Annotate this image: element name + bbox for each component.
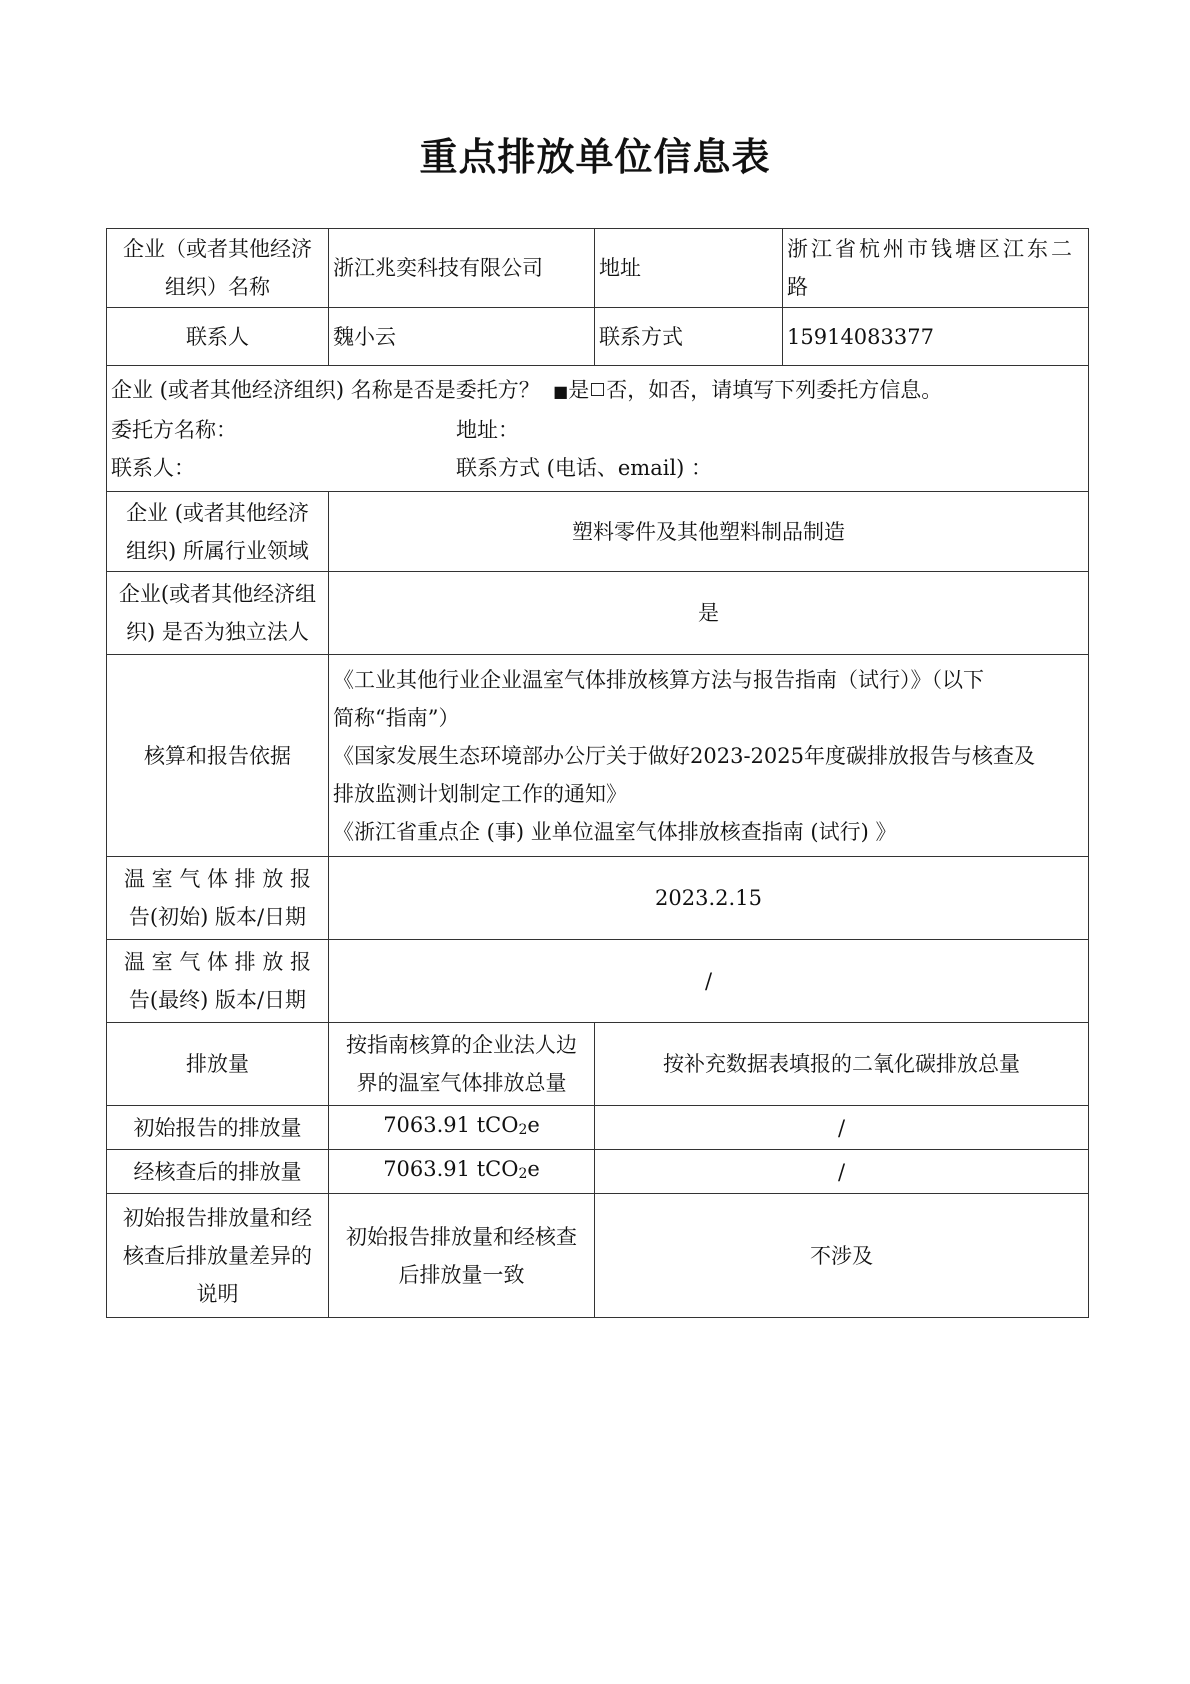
- row-difference: [107, 1194, 1089, 1318]
- basis-line: 《浙江省重点企 (事) 业单位温室气体排放核查指南 (试行) 》: [333, 819, 897, 844]
- row-emissions-header: [107, 1023, 1089, 1106]
- difference-line: 初始报告排放量和经核查: [346, 1224, 577, 1249]
- label-line: 初始报告排放量和经: [123, 1205, 312, 1230]
- principal-phone-label: 联系方式 (电话、email) ：: [456, 455, 713, 480]
- row-verified-emissions: [107, 1150, 1089, 1194]
- phone-value: 15914083377: [783, 308, 1089, 366]
- checkbox-no-empty-icon: [591, 383, 604, 396]
- row-initial-version: [107, 857, 1089, 940]
- address-value: 浙江省杭州市钱塘区江东二路: [783, 229, 1089, 308]
- row-enterprise-name: [107, 229, 1089, 308]
- initial-version-label: [107, 857, 329, 940]
- emissions-label: 排放量: [107, 1023, 329, 1106]
- label-line: 企业（或者其他经济: [123, 237, 312, 261]
- emission-number: 7063.91 tCO: [383, 1113, 519, 1137]
- principal-name-line: [111, 411, 1084, 449]
- principal-address-label: 地址：: [456, 417, 519, 442]
- row-contact: [107, 308, 1089, 366]
- row-legal-person: [107, 572, 1089, 655]
- emissions-col1-header: [329, 1023, 595, 1106]
- row-principal: [107, 366, 1089, 492]
- emission-subscript: 2: [518, 1122, 528, 1138]
- basis-line: 排放监测计划制定工作的通知》: [333, 781, 627, 806]
- label-line: 企业(或者其他经济组: [118, 582, 317, 606]
- emissions-col2-header: 按补充数据表填报的二氧化碳排放总量: [595, 1023, 1089, 1106]
- row-industry: [107, 492, 1089, 572]
- header-line: 界的温室气体排放总量: [356, 1071, 567, 1095]
- row-final-version: [107, 940, 1089, 1023]
- header-line: 按指南核算的企业法人边: [346, 1033, 577, 1057]
- industry-value: 塑料零件及其他塑料制品制造: [329, 492, 1089, 572]
- initial-emissions-value: [329, 1106, 595, 1150]
- legal-person-label: [107, 572, 329, 655]
- label-line: 温 室 气 体 排 放 报: [123, 867, 312, 891]
- emission-suffix: e: [527, 1157, 540, 1181]
- basis-line: 《国家发展生态环境部办公厅关于做好2023-2025年度碳排放报告与核查及: [333, 743, 1035, 768]
- label-line: 企业 (或者其他经济: [126, 500, 309, 525]
- principal-contact-label: 联系人：: [111, 455, 195, 480]
- checkbox-yes-filled-icon: ■: [553, 381, 569, 401]
- enterprise-name-value: 浙江兆奕科技有限公司: [329, 229, 595, 308]
- principal-contact-line: [111, 449, 1084, 487]
- legal-person-value: 是: [329, 572, 1089, 655]
- label-line: 组织）名称: [165, 275, 270, 299]
- principal-question-line: [111, 371, 1084, 411]
- label-line: 核查后排放量差异的: [123, 1243, 312, 1268]
- emission-suffix: e: [527, 1113, 540, 1137]
- initial-emissions-col2: /: [595, 1106, 1089, 1150]
- label-line: 告(初始) 版本/日期: [128, 905, 307, 929]
- principal-name-label: 委托方名称：: [111, 417, 237, 442]
- final-version-value: /: [329, 940, 1089, 1023]
- principal-question: 企业 (或者其他经济组织) 名称是否是委托方？: [111, 377, 540, 402]
- emission-subscript: 2: [518, 1166, 528, 1182]
- verified-emissions-label: 经核查后的排放量: [107, 1150, 329, 1194]
- row-initial-emissions: [107, 1106, 1089, 1150]
- address-label: 地址: [595, 229, 783, 308]
- difference-col2: 不涉及: [595, 1194, 1089, 1318]
- emission-number: 7063.91 tCO: [383, 1157, 519, 1181]
- final-version-label: [107, 940, 329, 1023]
- principal-cell: [107, 366, 1089, 492]
- difference-col1: [329, 1194, 595, 1318]
- label-line: 组织) 所属行业领域: [126, 538, 309, 563]
- label-line: 温 室 气 体 排 放 报: [123, 950, 312, 974]
- verified-emissions-value: [329, 1150, 595, 1194]
- info-table: [106, 228, 1089, 1318]
- yes-option-label: 是: [568, 377, 590, 402]
- initial-version-value: 2023.2.15: [329, 857, 1089, 940]
- contact-value: 魏小云: [329, 308, 595, 366]
- difference-line: 后排放量一致: [398, 1262, 525, 1287]
- basis-line: 《工业其他行业企业温室气体排放核算方法与报告指南（试行）》（以下: [333, 667, 984, 692]
- basis-line: 简称“指南”）: [333, 705, 460, 730]
- industry-label: [107, 492, 329, 572]
- enterprise-name-label: [107, 229, 329, 308]
- label-line: 告(最终) 版本/日期: [128, 988, 307, 1012]
- basis-value: [329, 655, 1089, 857]
- basis-label: 核算和报告依据: [107, 655, 329, 857]
- no-option-label: 否，如否，请填写下列委托方信息。: [606, 377, 943, 402]
- contact-label: 联系人: [107, 308, 329, 366]
- page-title: 重点排放单位信息表: [419, 135, 771, 179]
- row-basis: [107, 655, 1089, 857]
- verified-emissions-col2: /: [595, 1150, 1089, 1194]
- label-line: 说明: [196, 1281, 239, 1306]
- difference-label: [107, 1194, 329, 1318]
- initial-emissions-label: 初始报告的排放量: [107, 1106, 329, 1150]
- phone-label: 联系方式: [595, 308, 783, 366]
- label-line: 织) 是否为独立法人: [126, 620, 309, 644]
